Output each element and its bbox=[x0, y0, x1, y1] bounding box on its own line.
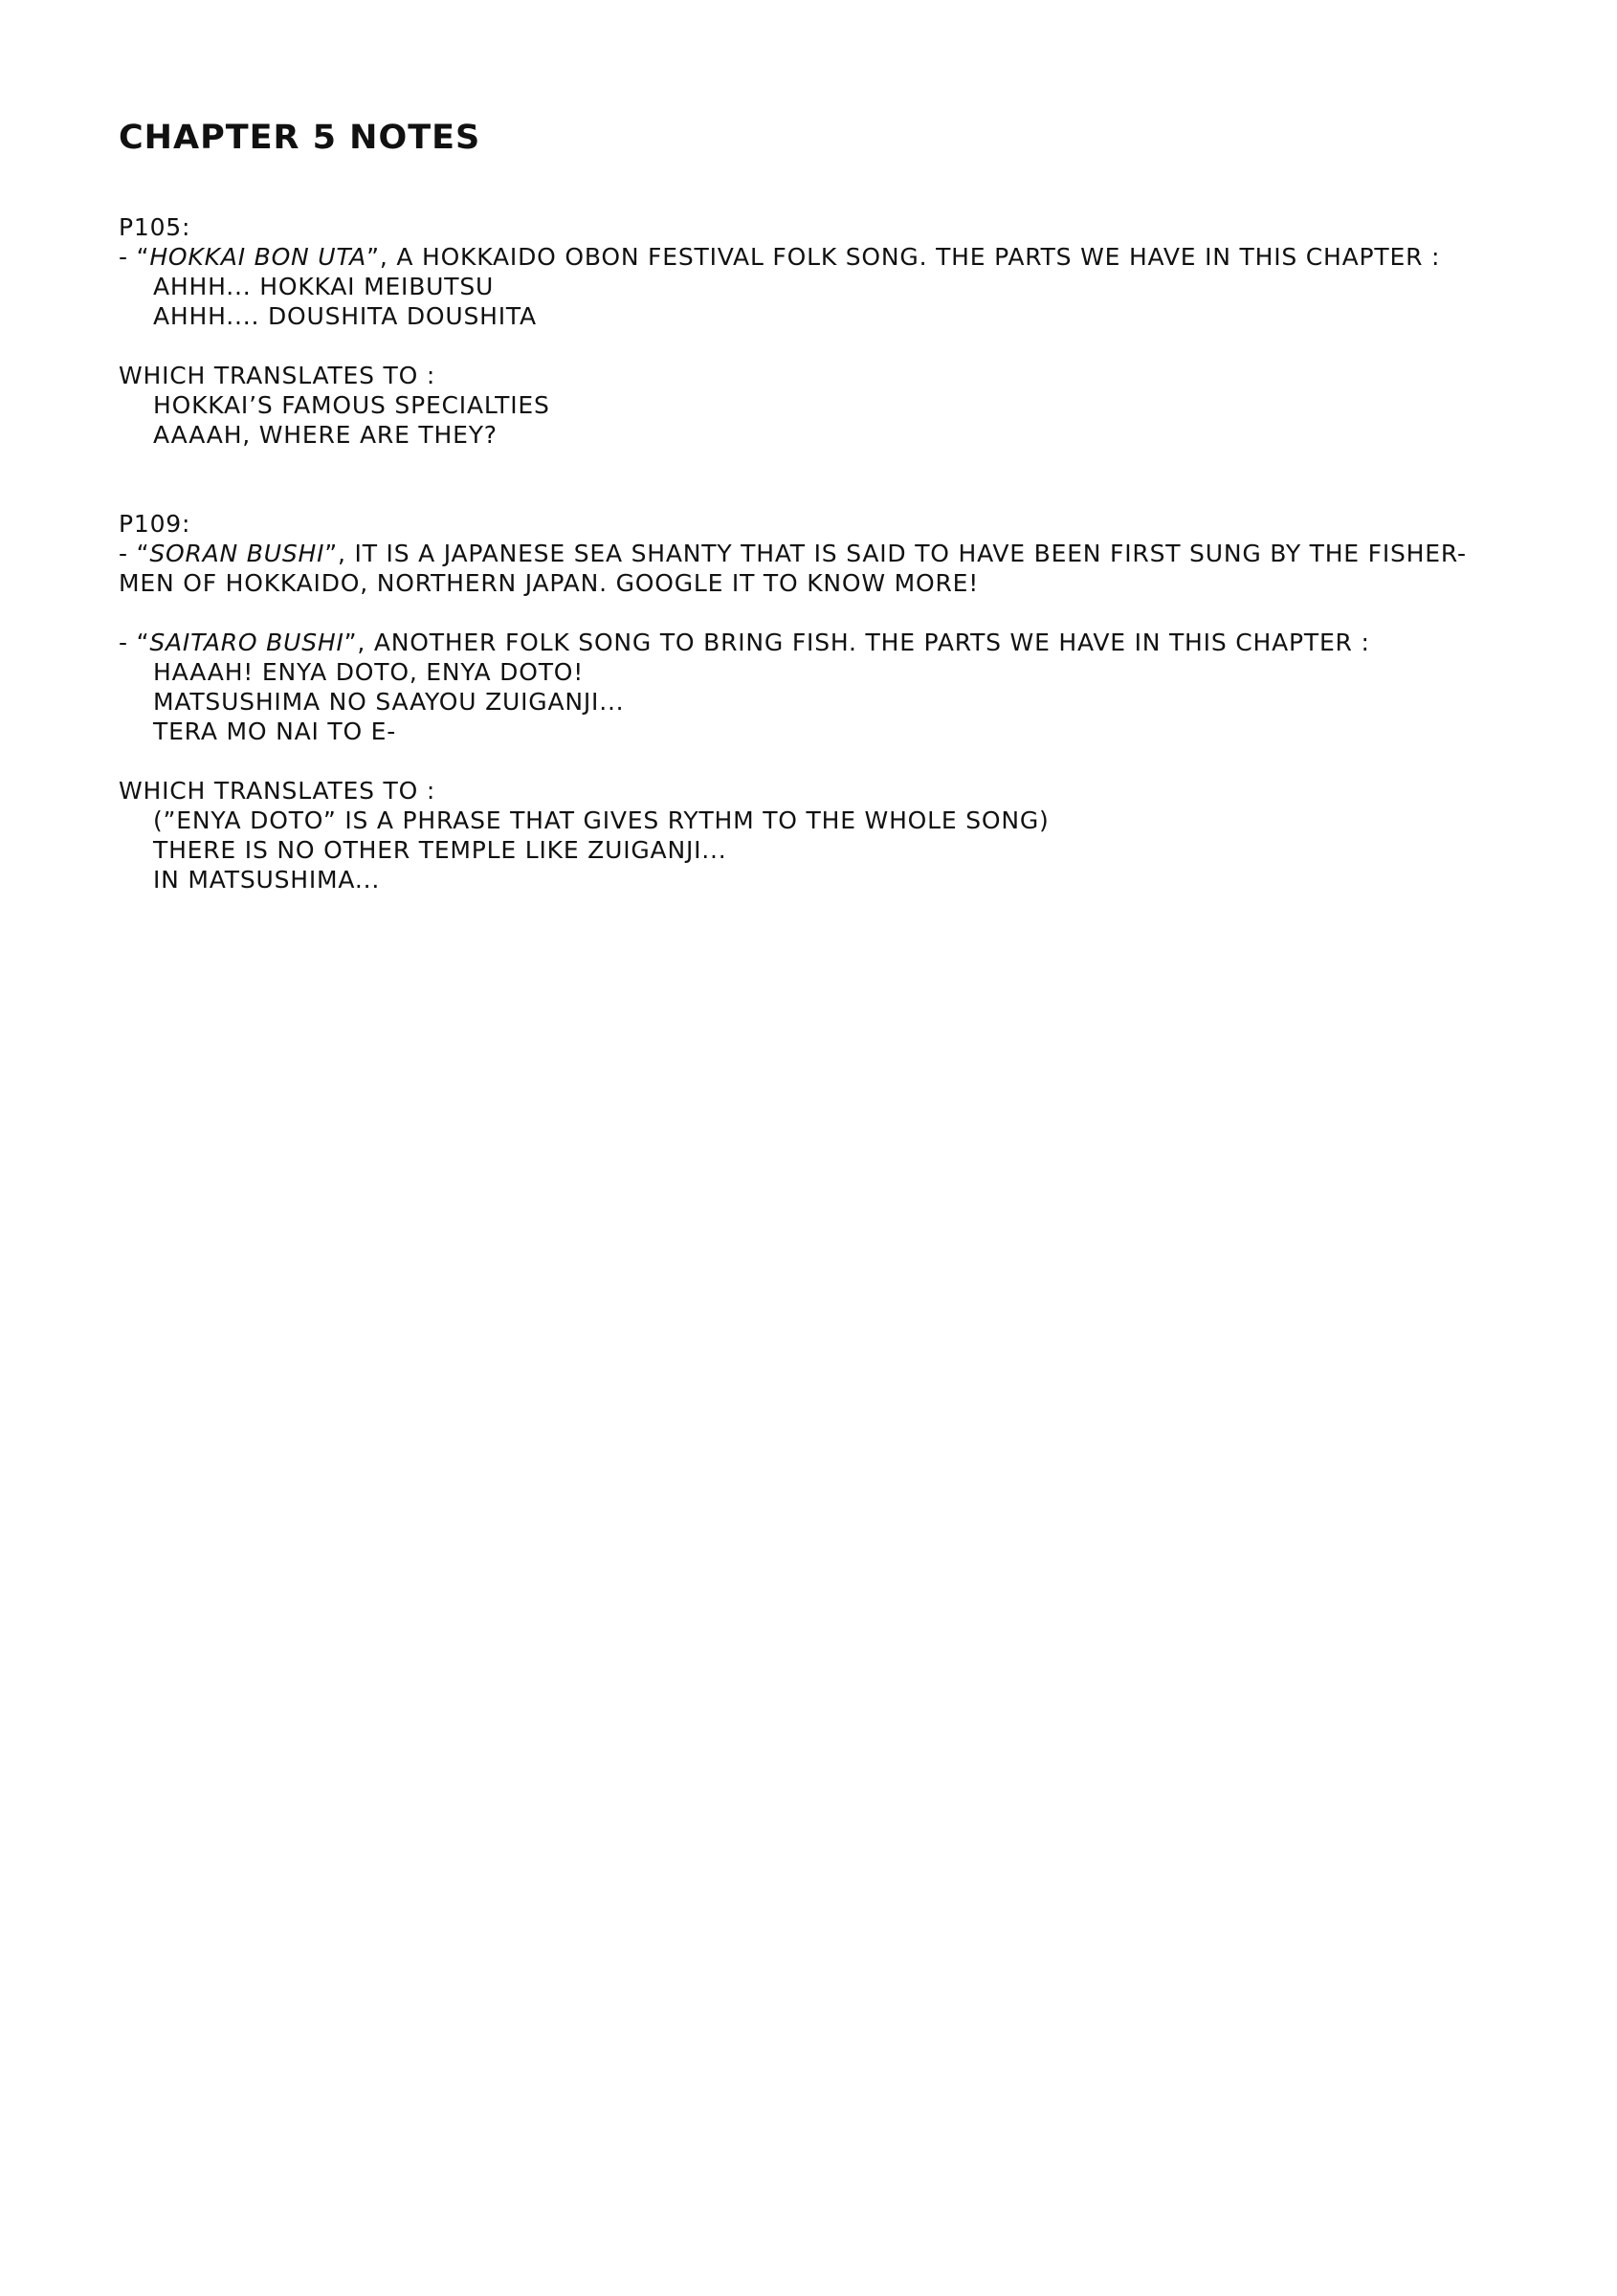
note-item-soran-bushi bbox=[119, 539, 1535, 568]
item-prefix: - “ bbox=[119, 243, 150, 271]
note-item-saitaro-bushi bbox=[119, 628, 1535, 657]
lyric-line: MATSUSHIMA NO SAAYOU ZUIGANJI... bbox=[153, 688, 625, 716]
item-text: ”, A HOKKAIDO OBON FESTIVAL FOLK SONG. THE PARTS WE HAVE IN THIS CHAPTER : bbox=[366, 243, 1441, 271]
lyric-line: AHHH.... DOUSHITA DOUSHITA bbox=[153, 302, 537, 330]
song-title: SAITARO BUSHI bbox=[149, 629, 344, 656]
page-ref-p109: P109: bbox=[119, 510, 191, 538]
note-item-continuation: MEN OF HOKKAIDO, NORTHERN JAPAN. GOOGLE IT TO KNOW MORE! bbox=[119, 569, 980, 597]
translation-line: THERE IS NO OTHER TEMPLE LIKE ZUIGANJI... bbox=[153, 836, 727, 864]
translation-line: AAAAH, WHERE ARE THEY? bbox=[153, 421, 498, 449]
lyric-line: AHHH... HOKKAI MEIBUTSU bbox=[153, 273, 495, 300]
page-ref-p105: P105: bbox=[119, 213, 191, 241]
item-prefix: - “ bbox=[119, 540, 150, 567]
item-text: ”, ANOTHER FOLK SONG TO BRING FISH. THE PARTS WE HAVE IN THIS CHAPTER : bbox=[343, 629, 1370, 656]
translation-label: WHICH TRANSLATES TO : bbox=[119, 362, 436, 389]
translation-line: IN MATSUSHIMA... bbox=[153, 866, 381, 894]
song-title: HOKKAI BON UTA bbox=[149, 243, 367, 271]
lyric-line: TERA MO NAI TO E- bbox=[153, 718, 397, 745]
item-text: ”, IT IS A JAPANESE SEA SHANTY THAT IS SAID TO HAVE BEEN FIRST SUNG BY THE FISHER- bbox=[324, 540, 1467, 567]
lyric-line: HAAAH! ENYA DOTO, ENYA DOTO! bbox=[153, 658, 585, 686]
translation-line: (”ENYA DOTO” IS A PHRASE THAT GIVES RYTHM TO THE WHOLE SONG) bbox=[153, 806, 1050, 834]
translation-label: WHICH TRANSLATES TO : bbox=[119, 777, 436, 805]
translation-line: HOKKAI’S FAMOUS SPECIALTIES bbox=[153, 391, 550, 419]
song-title: SORAN BUSHI bbox=[149, 540, 325, 567]
page-title: CHAPTER 5 NOTES bbox=[119, 119, 481, 157]
notes-content bbox=[119, 212, 1535, 894]
note-item-hokkai-bon-uta bbox=[119, 242, 1535, 272]
item-prefix: - “ bbox=[119, 629, 150, 656]
